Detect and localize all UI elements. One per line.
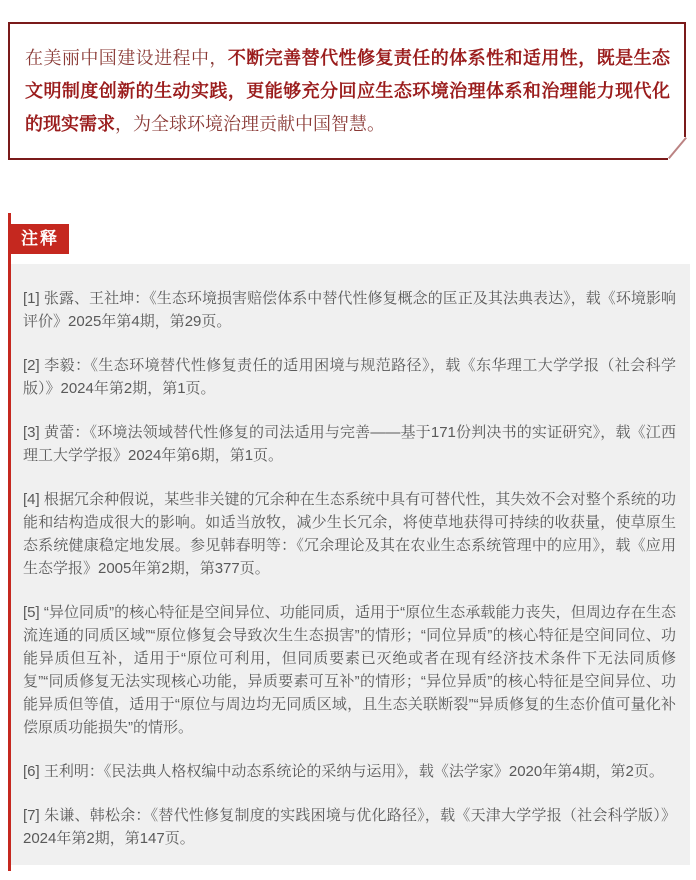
notes-label: 注释	[11, 224, 69, 254]
footnote-item-2: [2] 李毅：《生态环境替代性修复责任的适用困境与规范路径》，载《东华理工大学学报（社会科学版）》2024年第2期，第1页。	[23, 357, 676, 397]
notes-section	[8, 213, 690, 871]
quote-emphasis-text: 不断完善替代性修复责任的体系性和适用性，既是生态文明制度创新的生动实践，更能够充分回应生态环境治理体系和治理能力现代化的现实需求	[25, 48, 671, 134]
footnote-item-7: [7] 朱谦、韩松余：《替代性修复制度的实践困境与优化路径》，载《天津大学学报（社会科学版）》2024年第2期，第147页。	[23, 807, 676, 847]
footnote-item-6: [6] 王利明：《民法典人格权编中动态系统论的采纳与运用》，载《法学家》2020年第4期，第2页。	[23, 763, 664, 780]
footnote-item-3: [3] 黄蕾：《环境法领域替代性修复的司法适用与完善——基于171份判决书的实证研究》，载《江西理工大学学报》2024年第6期，第1页。	[23, 424, 676, 464]
notes-box	[11, 264, 690, 865]
footnote-item-4: [4] 根据冗余种假说，某些非关键的冗余种在生态系统中具有可替代性，其失效不会对整个系统的功能和结构造成很大的影响。如适当放牧，减少生长冗余，将使草地获得可持续的收获量，使草原生态系统健康稳定地发展。参见韩春明等：《冗余理论及其在农业生态系统管理中的应用》，载《应用生态学报》2005年第2期，第377页。	[23, 491, 676, 577]
footnote-item-5: [5] “异位同质”的核心特征是空间异位、功能同质，适用于“原位生态承载能力丧失，但周边存在生态流连通的同质区域”“原位修复会导致次生生态损害”的情形；“同位异质”的核心特征是空间同位、功能异质但互补，适用于“原位可利用，但同质要素已灭绝或者在现有经济技术条件下无法同质修复”“同质修复无法实现核心功能，异质要素可互补”的情形；“异位异质”的核心特征是空间异位、功能异质但等值，适用于“原位与周边均无同质区域，且生态关联断裂”“异质修复的生态价值可量化补偿原质功能损失”的情形。	[23, 604, 676, 736]
footnote-item-1: [1] 张露、王社坤：《生态环境损害赔偿体系中替代性修复概念的匡正及其法典表达》，载《环境影响评价》2025年第4期，第29页。	[23, 290, 676, 330]
corner-notch-decoration	[668, 137, 686, 160]
quote-paragraph	[25, 42, 670, 141]
quote-lead-text: 在美丽中国建设进程中，	[25, 48, 228, 68]
quote-tail-text: ，为全球环境治理贡献中国智慧。	[115, 114, 385, 134]
summary-quote-box	[8, 22, 686, 160]
